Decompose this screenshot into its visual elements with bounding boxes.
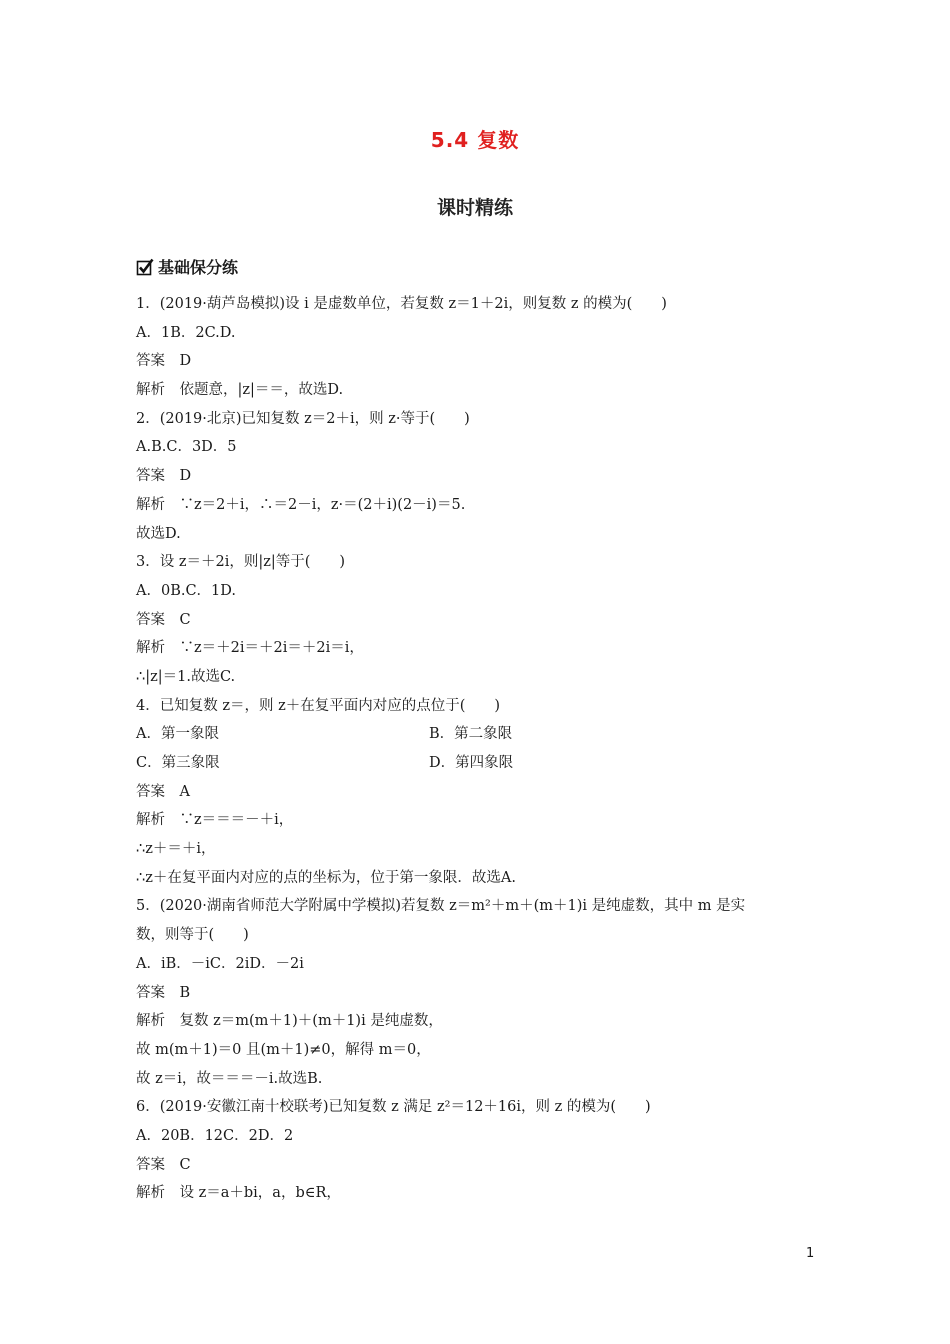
text-line: 故 m(m＋1)＝0 且(m＋1)≠0，解得 m＝0， xyxy=(136,1041,431,1058)
text-line: 解析 依题意，|z|＝＝，故选D. xyxy=(136,382,344,399)
text-line: 答案 D xyxy=(136,353,192,370)
text-line: 数，则等于( ) xyxy=(136,927,249,944)
text-line: 1．(2019·葫芦岛模拟)设 i 是虚数单位，若复数 z＝1＋2i，则复数 z 的模为( ) xyxy=(136,296,667,312)
option-row xyxy=(136,749,826,778)
option-row xyxy=(136,720,826,749)
text-line: 答案 A xyxy=(136,783,190,800)
text-line: A．20B．12C．2D．2 xyxy=(136,1127,294,1144)
text-line: 解析 ∵z＝2＋i，∴＝2－i，z·＝(2＋i)(2－i)＝5. xyxy=(136,496,466,513)
text-line: 故 z＝i，故＝＝＝－i.故选B. xyxy=(136,1070,323,1087)
text-line: 3．设 z＝＋2i，则|z|等于( ) xyxy=(136,554,346,571)
page-number: 1 xyxy=(806,1246,815,1261)
text-line: A．iB．－iC．2iD．－2i xyxy=(136,955,304,972)
text-line: 答案 D xyxy=(136,468,192,485)
text-line: 答案 C xyxy=(136,1156,191,1173)
option-b: B．第二象限 xyxy=(429,726,513,743)
text-line: 解析 ∵z＝＋2i＝＋2i＝＋2i＝i， xyxy=(136,640,364,657)
text-line: 答案 B xyxy=(136,984,191,1001)
text-line: 解析 设 z＝a＋bi，a，b∈R， xyxy=(136,1185,341,1202)
text-line: 6．(2019·安徽江南十校联考)已知复数 z 满足 z²＝12＋16i，则 z 的模为( ) xyxy=(136,1099,651,1116)
page-title: 5.4 复数 xyxy=(430,128,520,152)
checkbox-checked-icon xyxy=(136,258,154,276)
document-body xyxy=(136,290,826,1208)
section-label: 基础保分练 xyxy=(158,258,239,277)
text-line: 4．已知复数 z＝，则 z＋在复平面内对应的点位于( ) xyxy=(136,697,501,714)
text-line: 故选D. xyxy=(136,525,181,542)
page-subtitle: 课时精练 xyxy=(436,197,513,219)
text-line: A．1B．2C.D. xyxy=(136,324,236,341)
text-line: 解析 ∵z＝＝＝－＋i， xyxy=(136,812,294,829)
text-line: 2．(2019·北京)已知复数 z＝2＋i，则 z·等于( ) xyxy=(136,410,470,427)
section-header xyxy=(136,255,238,278)
option-a: A．第一象限 xyxy=(136,726,219,743)
text-line: ∴z＋＝＋i， xyxy=(136,841,216,858)
text-line: 5．(2020·湖南省师范大学附属中学模拟)若复数 z＝m²＋m＋(m＋1)i 是纯虚数，其中 m 是实 xyxy=(136,898,746,915)
text-line: A．0B.C．1D. xyxy=(136,582,236,599)
text-line: ∴|z|＝1.故选C. xyxy=(136,668,236,685)
text-line: 解析 复数 z＝m(m＋1)＋(m＋1)i 是纯虚数， xyxy=(136,1013,443,1030)
text-line: 答案 C xyxy=(136,611,191,628)
text-line: A.B.C．3D．5 xyxy=(136,439,237,456)
option-d: D．第四象限 xyxy=(429,755,514,771)
option-c: C．第三象限 xyxy=(136,755,220,771)
text-line: ∴z＋在复平面内对应的点的坐标为，位于第一象限．故选A. xyxy=(136,869,516,886)
